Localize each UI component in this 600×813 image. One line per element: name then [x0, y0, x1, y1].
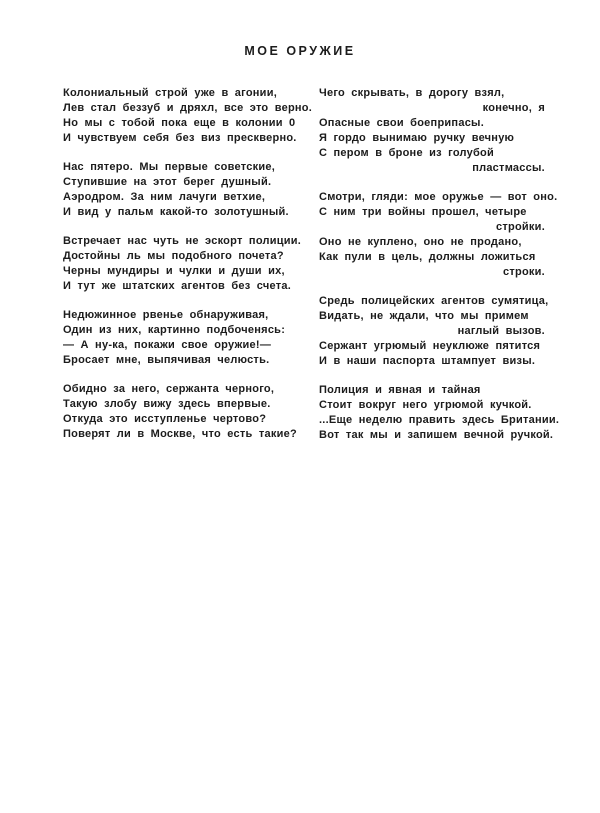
- poem-line: Видать, не ждали, что мы примем: [319, 310, 529, 322]
- poem-line: наглый вызов.: [457, 325, 545, 337]
- poem-line: Я гордо вынимаю ручку вечную: [319, 132, 515, 144]
- poem-line: Сержант угрюмый неуклюже пятится: [319, 340, 541, 352]
- poem-line: конечно, я: [482, 102, 545, 114]
- poem-column-right: [319, 86, 560, 457]
- poem-line: пластмассы.: [472, 162, 545, 174]
- poem-line: ...Еще неделю править здесь Британии.: [319, 414, 560, 426]
- poem-column-left: [63, 86, 313, 457]
- poem-line: Стоит вокруг него угрюмой кучкой.: [319, 399, 532, 411]
- poem-line: Недюжинное рвенье обнаруживая,: [63, 309, 269, 321]
- poem-line: Средь полицейских агентов сумятица,: [319, 295, 549, 307]
- stanza: [319, 383, 560, 443]
- poem-line: Обидно за него, сержанта черного,: [63, 383, 275, 395]
- poem-title: МОЕ ОРУЖИЕ: [244, 44, 356, 58]
- poem-line: стройки.: [495, 221, 545, 233]
- stanza: [63, 160, 289, 220]
- poem-line: Вот так мы и запишем вечной ручкой.: [319, 429, 554, 441]
- poem-line: С пером в броне из голубой: [319, 147, 495, 159]
- stanza: [63, 234, 302, 294]
- poem-line: Но мы с тобой пока еще в колонии 0: [63, 117, 296, 129]
- poem-line: Ступившие на этот берег душный.: [63, 176, 272, 188]
- poem-line: Оно не куплено, оно не продано,: [319, 236, 522, 248]
- poem-line: Аэродром. За ним лачуги ветхие,: [63, 191, 266, 203]
- stanza: [319, 190, 558, 280]
- poem-line: Откуда это исступленье чертово?: [63, 413, 267, 425]
- stanza: [319, 86, 545, 176]
- poem-line: И чувствуем себя без виз прескверно.: [63, 132, 297, 144]
- stanza: [319, 294, 549, 369]
- poem-columns: [0, 86, 600, 457]
- poem-line: Поверят ли в Москве, что есть такие?: [63, 428, 297, 440]
- poem-line: Достойны ль мы подобного почета?: [63, 250, 284, 262]
- poem-line: строки.: [502, 266, 545, 278]
- poem-line: Смотри, гляди: мое оружье — вот оно.: [319, 191, 558, 203]
- poem-line: Бросает мне, выпячивая челюсть.: [63, 354, 270, 366]
- poem-line: Полиция и явная и тайная: [319, 384, 481, 396]
- poem-line: Такую злобу вижу здесь впервые.: [63, 398, 271, 410]
- poem-line: Встречает нас чуть не эскорт полиции.: [63, 235, 302, 247]
- poem-line: Опасные свои боеприпасы.: [319, 117, 485, 129]
- stanza: [63, 86, 313, 146]
- poem-line: Черны мундиры и чулки и души их,: [63, 265, 285, 277]
- poem-line: — А ну-ка, покажи свое оружие!—: [63, 339, 272, 351]
- poem-line: Как пули в цель, должны ложиться: [319, 251, 536, 263]
- poem-line: Лев стал беззуб и дряхл, все это верно.: [63, 102, 313, 114]
- poem-line: И вид у пальм какой-то золотушный.: [63, 206, 289, 218]
- stanza: [63, 308, 289, 368]
- poem-line: Колониальный строй уже в агонии,: [63, 87, 278, 99]
- poem-line: Один из них, картинно подбоченясь:: [63, 324, 286, 336]
- poem-line: И в наши паспорта штампует визы.: [319, 355, 536, 367]
- stanza: [63, 382, 297, 442]
- poem-line: И тут же штатских агентов без счета.: [63, 280, 292, 292]
- poem-line: С ним три войны прошел, четыре: [319, 206, 527, 218]
- poem-line: Чего скрывать, в дорогу взял,: [319, 87, 505, 99]
- poem-line: Нас пятеро. Мы первые советские,: [63, 161, 276, 173]
